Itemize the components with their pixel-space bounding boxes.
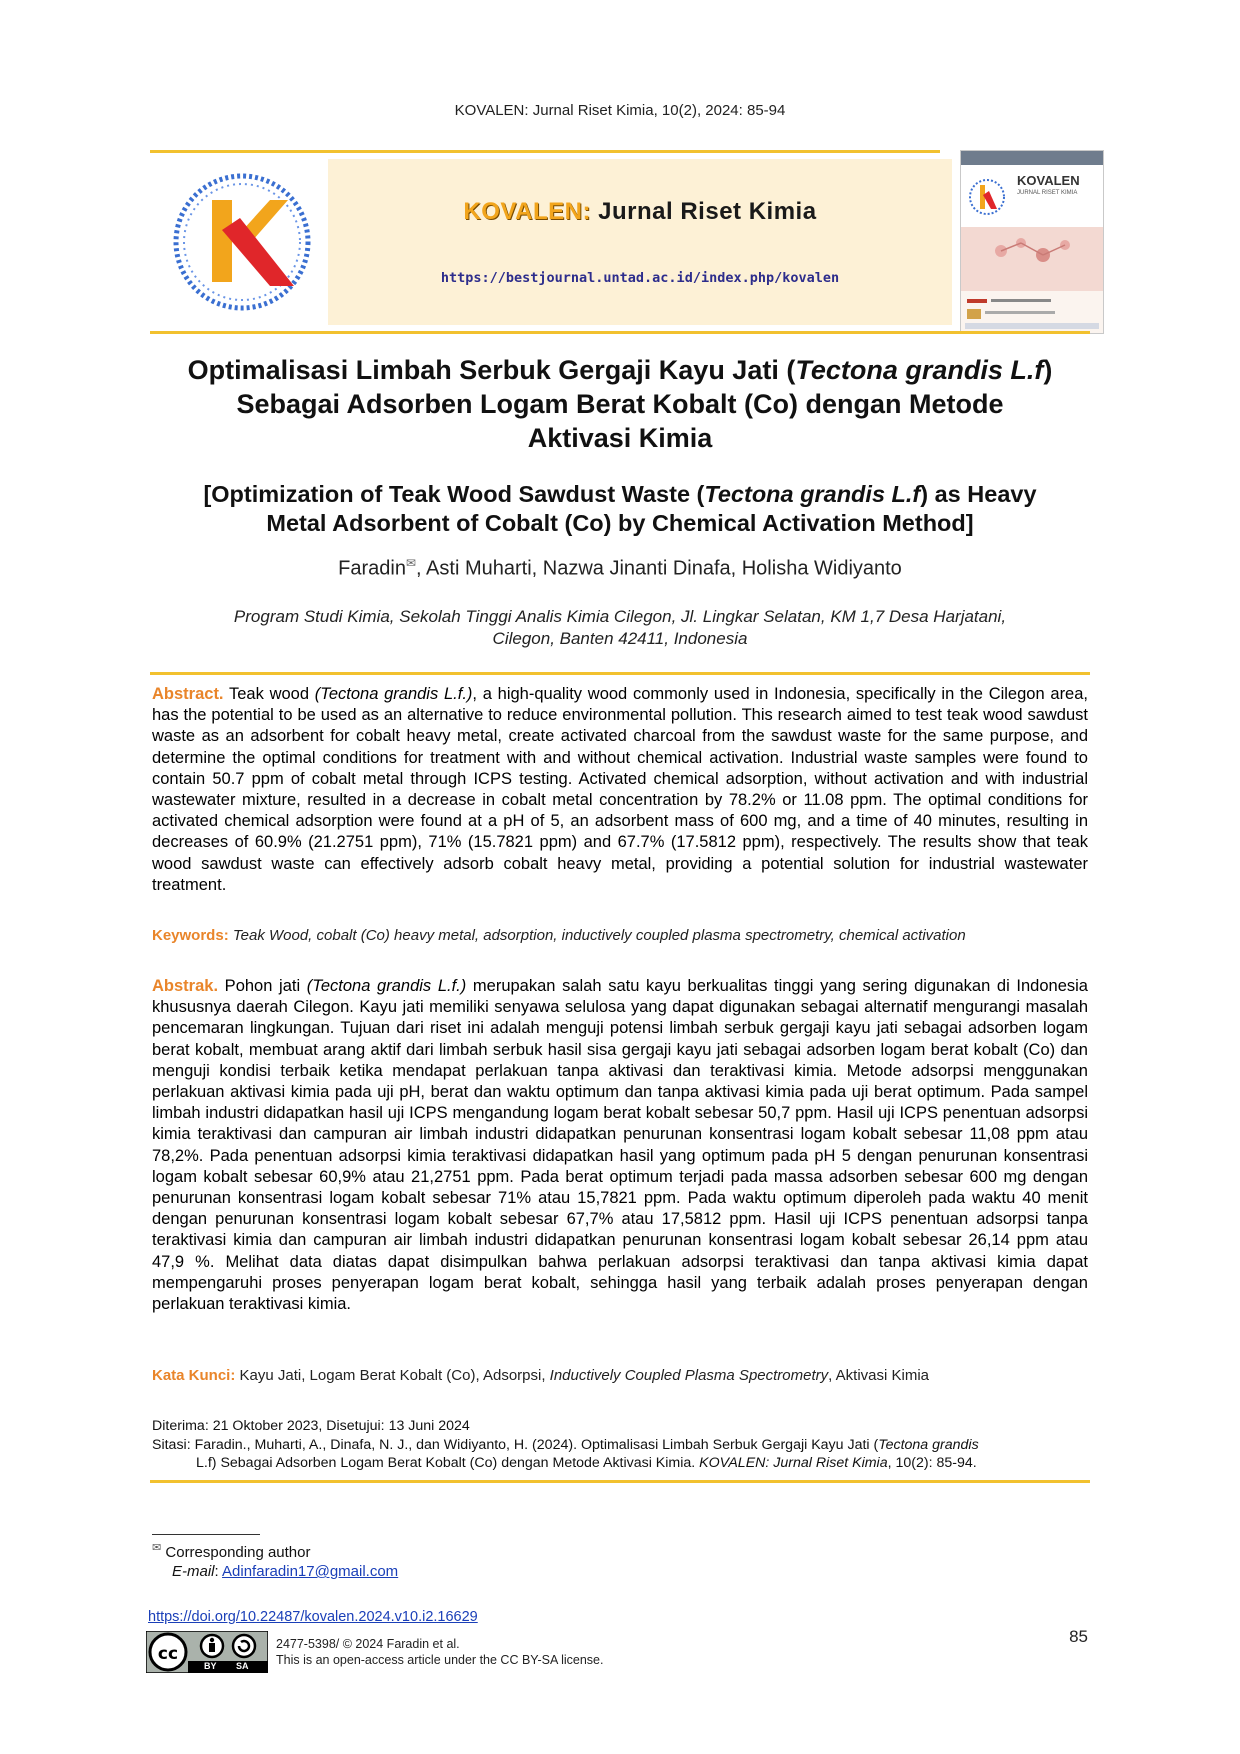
received-accepted: Diterima: 21 Oktober 2023, Disetujui: 13 Juni 2024 [152, 1418, 470, 1434]
journal-url[interactable]: https://bestjournal.untad.ac.id/index.php/kovalen [440, 270, 840, 286]
abstract-label: Abstract. [152, 685, 224, 703]
abstract-english: Abstract. Teak wood (Tectona grandis L.f.), a high-quality wood commonly used in Indonesia, specifically in the Cilegon area, has the potential to be used as an alternative to reduce environmental pollution. This research aimed to test teak wood sawdust waste as an adsorbent for cobalt heavy metal, create activated charcoal from the sawdust waste for the same purpose, and determine the optimal conditions for treatment with and without chemical activation. Industrial waste samples were found to contain 50.7 ppm of cobalt metal through ICPS testing. Activated chemical adsorption, without activation and with industrial wastewater mixture, resulted in a decrease in cobalt metal concentration by 78.2% or 11.08 ppm. The optimal conditions for activated chemical adsorption were found at a pH of 5, an adsorbent mass of 600 mg, and a time of 40 minutes, resulting in decreases of 60.9% (21.2751 ppm), 71% (15.7821 ppm) and 67.7% (17.5812 ppm), respectively. The results show that teak wood sawdust waste can effectively adsorb cobalt heavy metal, providing a potential solution for industrial wastewater treatment. [152, 685, 1088, 894]
kovalen-logo-icon [170, 170, 315, 315]
article-title-english [120, 480, 1120, 538]
title-id-line-2: Sebagai Adsorben Logam Berat Kobalt (Co) dengan Metode [236, 389, 1004, 419]
footnote-rule [152, 1534, 260, 1535]
author-others: , Asti Muharti, Nazwa Jinanti Dinafa, Holisha Widiyanto [416, 557, 902, 580]
running-header: KOVALEN: Jurnal Riset Kimia, 10(2), 2024: 85-94 [454, 102, 786, 119]
title-en-line-1: [Optimization of Teak Wood Sawdust Waste (Tectona grandis L.f) as Heavy [203, 481, 1037, 507]
cover-title: KOVALEN [1017, 173, 1080, 188]
header-top-rule [150, 150, 940, 153]
badge-by: BY [204, 1661, 217, 1671]
cover-subtitle: JURNAL RISET KIMIA [1017, 190, 1078, 196]
journal-brand [328, 198, 952, 226]
author-list [120, 556, 1120, 581]
abstrak-label: Abstrak. [152, 977, 219, 995]
doi-link[interactable]: https://doi.org/10.22487/kovalen.2024.v10.i2.16629 [148, 1609, 478, 1625]
license-text: 2477-5398/ © 2024 Faradin et al. This is an open-access article under the CC BY-SA license. [276, 1637, 604, 1667]
corresponding-author-note: ✉ Corresponding author [152, 1542, 311, 1561]
email-link[interactable]: Adinfaradin17@gmail.com [222, 1563, 399, 1580]
title-id-line-1: Optimalisasi Limbah Serbuk Gergaji Kayu Jati (Tectona grandis L.f) [187, 355, 1053, 385]
history-bottom-rule [150, 1480, 1090, 1483]
citation-line-2: L.f) Sebagai Adsorben Logam Berat Kobalt (Co) dengan Metode Aktivasi Kimia. KOVALEN: Jurnal Riset Kimia, 10(2): 85-94. [196, 1455, 977, 1471]
email-line: E-mail: Adinfaradin17@gmail.com [172, 1563, 399, 1580]
mail-icon: ✉ [405, 556, 417, 570]
svg-text:cc: cc [157, 1644, 179, 1664]
journal-header-band [328, 159, 952, 325]
badge-sa: SA [236, 1661, 249, 1671]
affiliation: Program Studi Kimia, Sekolah Tinggi Analis Kimia Cilegon, Jl. Lingkar Selatan, KM 1,7 Desa Harjatani, Cilegon, Banten 42411, Indonesia [233, 607, 1007, 648]
citation: Sitasi: Faradin., Muharti, A., Dinafa, N. J., dan Widiyanto, H. (2024). Optimalisasi Limbah Serbuk Gergaji Kayu Jati (Tectona grandis [152, 1436, 979, 1453]
keywords-english: Keywords: Teak Wood, cobalt (Co) heavy metal, adsorption, inductively coupled plasma spectrometry, chemical activation [152, 927, 966, 944]
article-history [152, 1417, 1088, 1473]
page-number: 85 [1069, 1627, 1088, 1646]
header-bottom-rule [150, 331, 1090, 334]
journal-cover-thumbnail [960, 150, 1104, 334]
keywords-indonesian: Kata Kunci: Kayu Jati, Logam Berat Kobalt (Co), Adsorpsi, Inductively Coupled Plasma Spectrometry, Aktivasi Kimia [152, 1367, 930, 1384]
title-id-line-3: Aktivasi Kimia [527, 423, 713, 453]
article-title-indonesian [120, 353, 1120, 455]
abstract-indonesian: Abstrak. Pohon jati (Tectona grandis L.f.) merupakan salah satu kayu berkualitas tinggi yang sering digunakan di Indonesia khususnya daerah Cilegon. Kayu jati memiliki senyawa selulosa yang dapat digunakan sebagai alternatif mengurangi masalah pencemaran lingkungan. Tujuan dari riset ini adalah menguji potensi limbah serbuk gergaji kayu jati sebagai adsorben logam berat kobalt, membuat arang aktif dari limbah serbuk hasil sisa gergaji kayu jati sebagai adsorben logam berat kobalt (Co) dan menguji kondisi terbaik ketika mendapat perlakuan tanpa aktivasi dan teraktivasi kimia. Metode adsorpsi menggunakan perlakuan aktivasi kimia pada uji pH, berat dan waktu optimum dan tanpa aktivasi kimia pada uji berat optimum. Pada sampel limbah industri didapatkan hasil uji ICPS mengandung logam berat kobalt sebesar 50,7 ppm. Hasil uji ICPS penentuan adsorpsi kimia teraktivasi dan campuran air limbah industri didapatkan penurunan konsentrasi logam kobalt sebesar 11,08 ppm atau 78,2%. Pada penentuan adsorpsi kimia teraktivasi didapatkan hasil yang optimum pada pH 5 dengan penurunan konsentrasi logam kobalt sebesar 60,9% atau 21,2751 ppm. Pada berat optimum terjadi pada massa adsorben sebesar 600 mg dengan penurunan konsentrasi logam kobalt sebesar 71% atau 15,7821 ppm. Pada waktu optimum diperoleh pada waktu 40 menit dengan penurunan konsentrasi logam kobalt sebesar 67,7% atau 17,5812 ppm. Hasil uji ICPS penentuan adsorpsi tanpa teraktivasi kimia dan campuran air limbah industri didapatkan penurunan konsentrasi logam kobalt sebesar 26,14 ppm atau 47,9 %. Melihat data diatas dapat disimpulkan bahwa perlakuan adsorpsi teraktivasi dan tanpa aktivasi kimia dapat mempengaruhi proses penyerapan logam berat kobalt, sehingga hasil yang terbaik adalah proses penyerapan dengan perlakuan teraktivasi kimia. [152, 977, 1088, 1314]
author-faradin: Faradin [338, 557, 406, 580]
title-en-line-2: Metal Adsorbent of Cobalt (Co) by Chemical Activation Method] [266, 510, 974, 536]
brand-kovalen: KOVALEN: [463, 198, 591, 225]
journal-logo [170, 170, 315, 315]
cc-license-badge [146, 1631, 268, 1673]
brand-rest: Jurnal Riset Kimia [598, 198, 817, 225]
abstract-top-rule [150, 672, 1090, 675]
mail-icon: ✉ [152, 1542, 162, 1554]
